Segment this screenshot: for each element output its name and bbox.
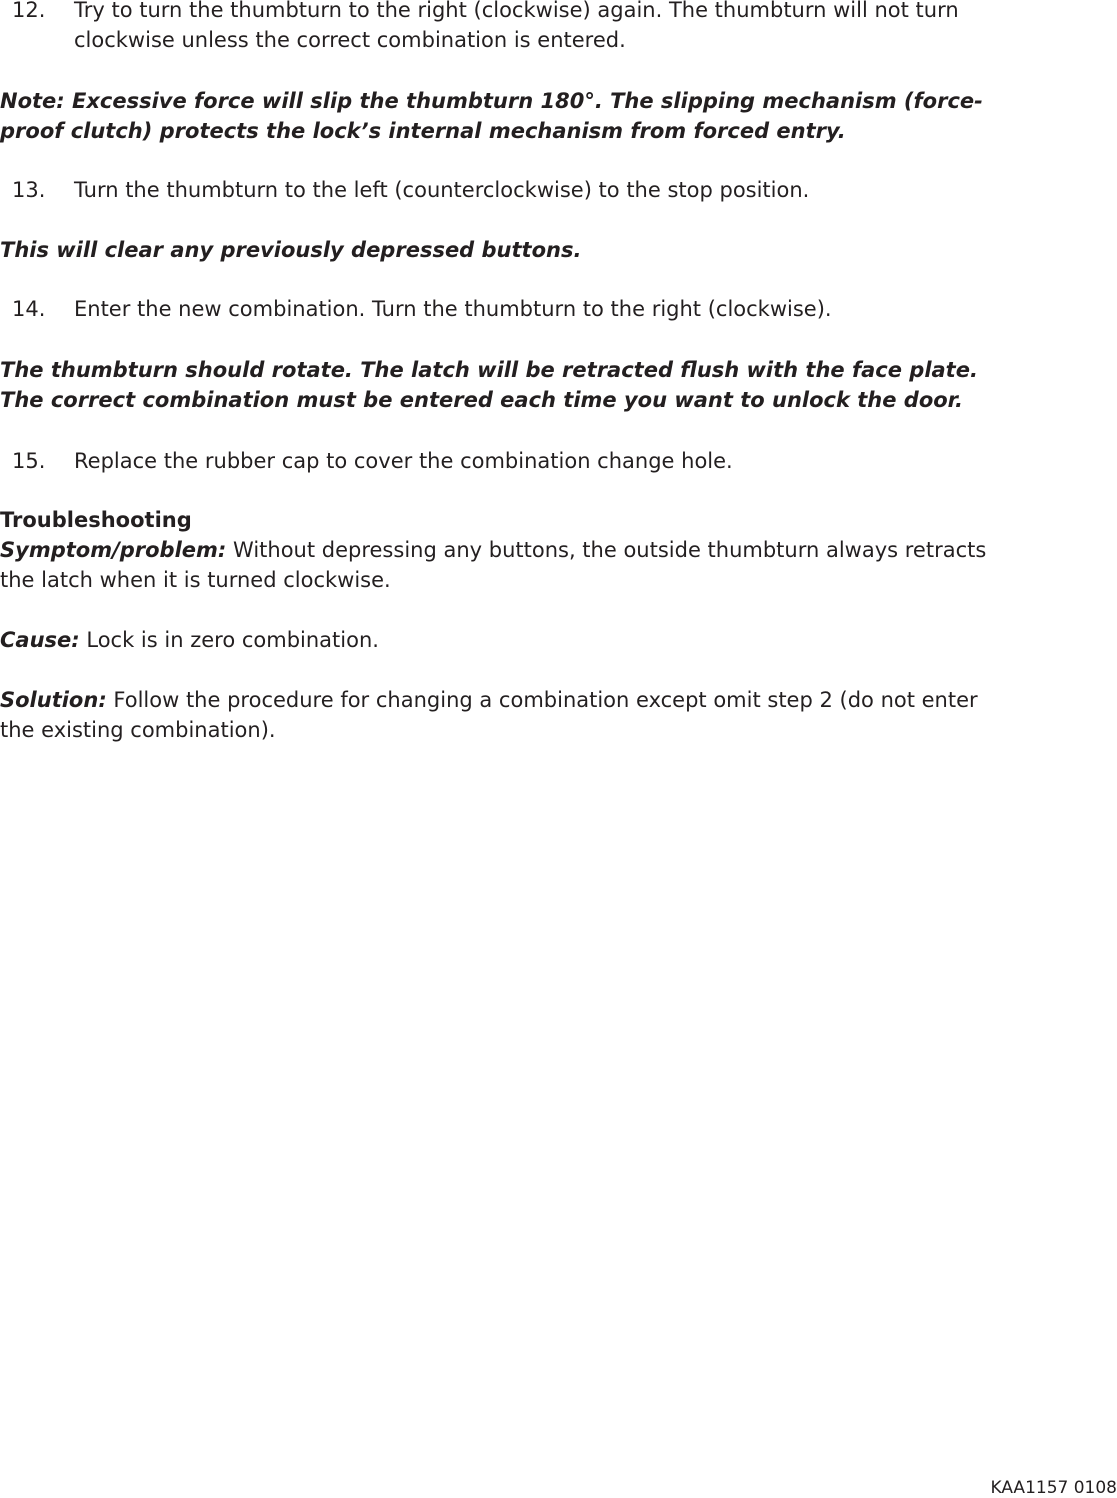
step-text: Enter the new combination. Turn the thumbturn to the right (clockwise). xyxy=(74,297,832,321)
clear-note: This will clear any previously depressed buttons. xyxy=(0,238,582,262)
solution-text: Follow the procedure for changing a combination except omit step 2 (do not enter the existing combination). xyxy=(0,688,978,742)
solution-paragraph xyxy=(0,685,1000,745)
symptom-paragraph xyxy=(0,535,1000,595)
step-number: 12. xyxy=(12,0,46,22)
troubleshooting-heading: Troubleshooting xyxy=(0,508,192,532)
document-code: KAA1157 0108 xyxy=(990,1478,1117,1498)
step-number: 14. xyxy=(12,297,46,321)
force-note: Note: Excessive force will slip the thumbturn 180°. The slipping mechanism (force-proof clutch) protects the lock’s internal mechanism from forced entry. xyxy=(0,89,983,143)
step-number: 15. xyxy=(12,449,46,473)
step-text: Replace the rubber cap to cover the combination change hole. xyxy=(74,449,733,473)
step-number: 13. xyxy=(12,178,46,202)
solution-label: Solution: xyxy=(0,688,107,712)
rotate-note: The thumbturn should rotate. The latch will be retracted flush with the face plate. The correct combination must be entered each time you want to unlock the door. xyxy=(0,358,978,412)
symptom-text: Without depressing any buttons, the outside thumbturn always retracts the latch when it is turned clockwise. xyxy=(0,538,987,592)
step-text: Try to turn the thumbturn to the right (clockwise) again. The thumbturn will not turn clockwise unless the correct combination is entered. xyxy=(74,0,959,52)
cause-text: Lock is in zero combination. xyxy=(86,628,379,652)
step-text: Turn the thumbturn to the left (counterclockwise) to the stop position. xyxy=(74,178,810,202)
cause-paragraph xyxy=(0,625,1000,655)
symptom-label: Symptom/problem: xyxy=(0,538,227,562)
cause-label: Cause: xyxy=(0,628,80,652)
